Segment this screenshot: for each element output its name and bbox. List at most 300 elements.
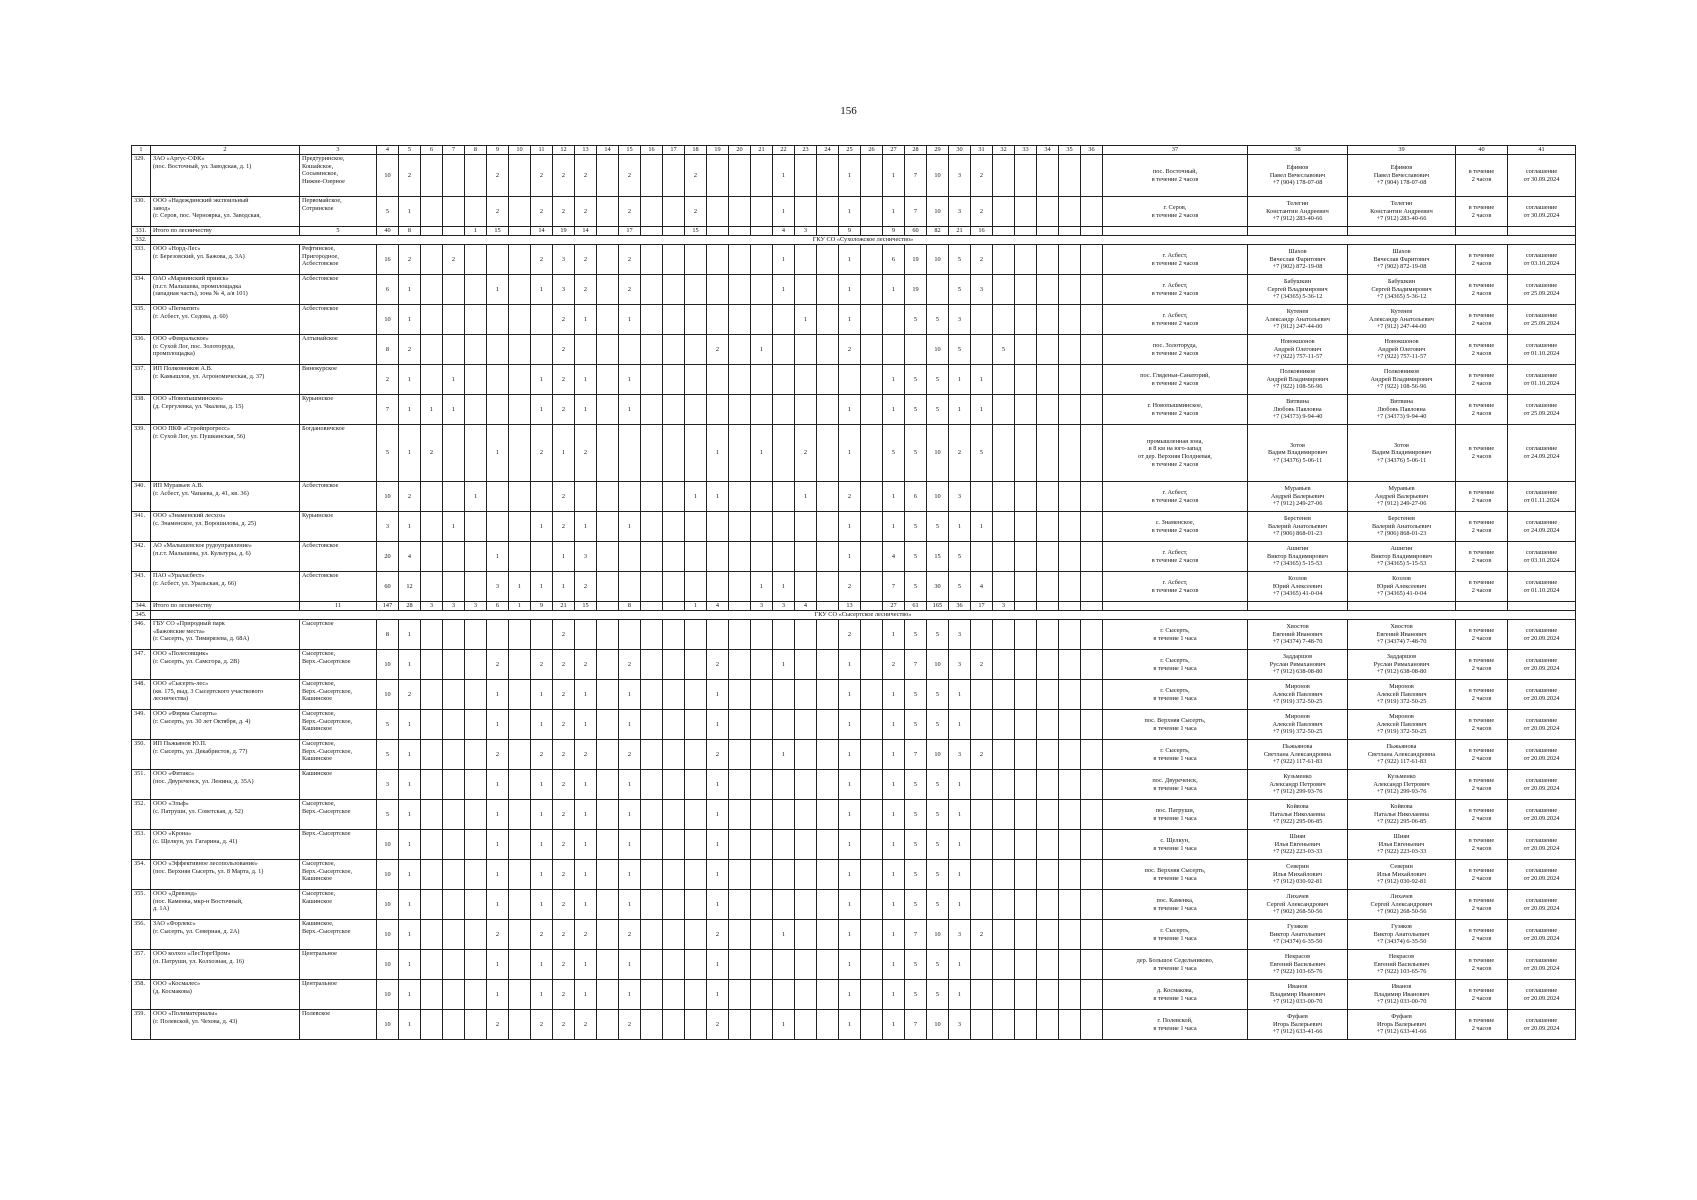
responsible-person-line: Койвова xyxy=(1286,803,1309,811)
deployment-location xyxy=(1103,860,1248,890)
resource-count xyxy=(1015,800,1037,830)
contact-person-line: Гузяков xyxy=(1391,923,1412,931)
resource-count xyxy=(971,980,993,1010)
resource-count xyxy=(685,740,707,770)
row-number: 330. xyxy=(132,197,151,227)
resource-count xyxy=(1059,197,1081,227)
contact-person-line: Александр Анатольевич xyxy=(1369,315,1434,323)
resource-count xyxy=(861,800,883,830)
resource-count xyxy=(421,650,443,680)
resource-count xyxy=(421,245,443,275)
arrival-time xyxy=(1456,620,1508,650)
resource-count: 2 xyxy=(553,1010,575,1040)
contact-person xyxy=(1348,305,1456,335)
resource-count: 2 xyxy=(553,482,575,512)
resource-count: 1 xyxy=(949,950,971,980)
responsible-person xyxy=(1248,800,1348,830)
organization-name-line: (д. Космакова) xyxy=(153,987,192,995)
resource-count xyxy=(773,890,795,920)
resource-count xyxy=(663,710,685,740)
resource-count: 2 xyxy=(883,650,905,680)
resource-count: 2 xyxy=(971,650,993,680)
resource-count xyxy=(1059,860,1081,890)
agreement xyxy=(1508,155,1576,197)
resource-count xyxy=(443,542,465,572)
total-value xyxy=(1456,602,1508,611)
resource-count: 1 xyxy=(839,860,861,890)
arrival-time xyxy=(1456,980,1508,1010)
resource-count xyxy=(1037,740,1059,770)
row-number: 342. xyxy=(132,542,151,572)
total-value: 3 xyxy=(993,602,1015,611)
agreement-line: от 20.09.2024 xyxy=(1523,994,1560,1002)
resource-count xyxy=(1059,950,1081,980)
resource-count xyxy=(597,800,619,830)
total-value xyxy=(861,602,883,611)
contact-person-line: Ашигин xyxy=(1390,545,1413,553)
resource-count: 1 xyxy=(399,890,421,920)
resource-count xyxy=(729,800,751,830)
resource-count xyxy=(421,1010,443,1040)
resource-count: 1 xyxy=(399,710,421,740)
forest-district-line: Верх.-Сысертское, xyxy=(302,687,353,695)
resource-count xyxy=(773,542,795,572)
resource-count xyxy=(465,245,487,275)
contact-person-line: Фуфаев xyxy=(1391,1013,1412,1021)
deployment-location-line: в течение 1 часа xyxy=(1153,784,1197,792)
total-value xyxy=(641,602,663,611)
resource-count: 2 xyxy=(839,620,861,650)
resource-count: 5 xyxy=(905,830,927,860)
resource-count xyxy=(509,155,531,197)
arrival-time xyxy=(1456,860,1508,890)
contact-person-line: Вадим Владимирович xyxy=(1372,449,1431,457)
resource-count: 2 xyxy=(531,650,553,680)
resource-count: 1 xyxy=(399,305,421,335)
arrival-time-line: 2 часов xyxy=(1471,964,1492,972)
deployment-location xyxy=(1103,245,1248,275)
resource-count: 5 xyxy=(377,740,399,770)
responsible-person xyxy=(1248,572,1348,602)
resource-count: 1 xyxy=(883,830,905,860)
resource-count xyxy=(509,770,531,800)
contact-person xyxy=(1348,770,1456,800)
arrival-time xyxy=(1456,890,1508,920)
total-value xyxy=(707,227,729,236)
resource-count xyxy=(817,890,839,920)
resource-count xyxy=(421,620,443,650)
forest-district-line: Курьинское xyxy=(302,512,334,519)
resource-count xyxy=(883,335,905,365)
resource-count: 1 xyxy=(399,512,421,542)
total-value xyxy=(1081,602,1103,611)
resource-count xyxy=(641,425,663,482)
resource-count: 1 xyxy=(619,800,641,830)
contact-person-line: +7 (922) 103-65-76 xyxy=(1376,968,1427,976)
deployment-location-line: в течение 1 часа xyxy=(1153,1024,1197,1032)
resource-count: 1 xyxy=(465,482,487,512)
resource-count xyxy=(663,425,685,482)
resource-count xyxy=(993,275,1015,305)
deployment-location-line: с. Щелкун, xyxy=(1160,836,1190,844)
arrival-time-line: 2 часов xyxy=(1471,379,1492,387)
responsible-person-line: +7 (34373) 9-94-40 xyxy=(1272,413,1323,421)
resource-count xyxy=(663,512,685,542)
resource-count: 10 xyxy=(927,920,949,950)
resource-count: 5 xyxy=(927,512,949,542)
responsible-person-line: +7 (922) 223-03-33 xyxy=(1272,848,1323,856)
total-value xyxy=(751,227,773,236)
resource-count xyxy=(817,740,839,770)
contact-person xyxy=(1348,572,1456,602)
arrival-time-line: в течение xyxy=(1468,401,1495,409)
total-value xyxy=(1059,227,1081,236)
resource-count: 1 xyxy=(399,770,421,800)
contact-person xyxy=(1348,890,1456,920)
agreement-line: от 20.09.2024 xyxy=(1523,784,1560,792)
resource-count xyxy=(1059,482,1081,512)
resource-count xyxy=(1059,890,1081,920)
responsible-person xyxy=(1248,155,1348,197)
resource-count xyxy=(685,275,707,305)
agreement-line: соглашение xyxy=(1525,626,1558,634)
organization-name-line: (д. Сергулевка, ул. Чкалева, д. 15) xyxy=(153,402,244,410)
resource-count xyxy=(1081,890,1103,920)
resource-count: 2 xyxy=(619,155,641,197)
resource-count xyxy=(1015,740,1037,770)
resource-count: 1 xyxy=(619,710,641,740)
arrival-time-line: 2 часов xyxy=(1471,634,1492,642)
resource-count xyxy=(861,980,883,1010)
total-value: 1 xyxy=(465,227,487,236)
resource-count xyxy=(795,710,817,740)
deployment-location-line: в течение 2 часов xyxy=(1151,379,1199,387)
resource-count xyxy=(619,572,641,602)
organization-name-line: (с. Патруши, ул. Советская, д. 52) xyxy=(153,807,244,815)
resource-count xyxy=(1037,950,1059,980)
resource-count xyxy=(751,155,773,197)
forest-district-line: Верх.-Сысертское xyxy=(302,807,351,815)
forest-district-line: Кашинское xyxy=(302,725,333,733)
arrival-time-line: 2 часов xyxy=(1471,754,1492,762)
contact-person xyxy=(1348,800,1456,830)
forest-district-line: Сысертское, xyxy=(302,680,336,687)
resource-count xyxy=(443,305,465,335)
resource-count xyxy=(685,512,707,542)
resource-count xyxy=(971,482,993,512)
resource-count xyxy=(443,830,465,860)
resource-count xyxy=(421,155,443,197)
column-number: 35 xyxy=(1059,146,1081,155)
total-value: 15 xyxy=(575,602,597,611)
resource-count: 1 xyxy=(575,710,597,740)
resource-count: 2 xyxy=(575,740,597,770)
resource-count xyxy=(773,710,795,740)
organization-name-line: ООО колхоз «ЛесТоргПром» xyxy=(153,950,231,957)
contact-person-line: Наталья Николаевна xyxy=(1374,810,1429,818)
responsible-person-line: Сергей Александрович xyxy=(1266,900,1329,908)
column-number: 25 xyxy=(839,146,861,155)
resource-count: 1 xyxy=(773,572,795,602)
total-value: 1 xyxy=(509,602,531,611)
agreement-line: от 20.09.2024 xyxy=(1523,634,1560,642)
resource-count xyxy=(1081,920,1103,950)
responsible-person xyxy=(1248,890,1348,920)
resource-count: 2 xyxy=(553,305,575,335)
contact-person-line: Владимир Иванович xyxy=(1373,990,1430,998)
resource-count: 1 xyxy=(839,305,861,335)
resource-count: 5 xyxy=(377,710,399,740)
contact-person xyxy=(1348,395,1456,425)
resource-count xyxy=(641,680,663,710)
deployment-location xyxy=(1103,482,1248,512)
resource-count: 1 xyxy=(949,980,971,1010)
agreement-line: соглашение xyxy=(1525,926,1558,934)
column-number: 38 xyxy=(1248,146,1348,155)
contact-person xyxy=(1348,830,1456,860)
resource-count xyxy=(729,197,751,227)
resource-count xyxy=(443,197,465,227)
deployment-location xyxy=(1103,395,1248,425)
resource-count xyxy=(597,920,619,950)
resource-count xyxy=(993,980,1015,1010)
resource-count xyxy=(663,245,685,275)
contact-person-line: +7 (922) 223-03-33 xyxy=(1376,848,1427,856)
agreement xyxy=(1508,305,1576,335)
resource-count: 1 xyxy=(883,950,905,980)
resource-count: 2 xyxy=(443,245,465,275)
resource-count xyxy=(1059,920,1081,950)
row-number: 339. xyxy=(132,425,151,482)
deployment-location-line: г. Асбест, xyxy=(1162,488,1188,496)
resource-count xyxy=(597,890,619,920)
column-number: 37 xyxy=(1103,146,1248,155)
organization-name xyxy=(151,425,300,482)
resource-count xyxy=(421,860,443,890)
arrival-time xyxy=(1456,365,1508,395)
resource-count xyxy=(729,650,751,680)
resource-count: 2 xyxy=(531,1010,553,1040)
resource-count: 2 xyxy=(487,155,509,197)
resource-count xyxy=(861,620,883,650)
forest-district xyxy=(300,800,377,830)
organization-name-line: ООО «Полесовщик» xyxy=(153,650,209,657)
resource-count xyxy=(751,197,773,227)
total-value xyxy=(1456,227,1508,236)
resource-count xyxy=(993,365,1015,395)
resource-count: 1 xyxy=(619,890,641,920)
resource-count: 1 xyxy=(619,950,641,980)
organization-row xyxy=(132,197,1576,227)
responsible-person-line: Гузяков xyxy=(1287,923,1308,931)
resource-count xyxy=(509,830,531,860)
organization-name-line: ООО «Норд-Лес» xyxy=(153,245,201,252)
resource-count xyxy=(1059,275,1081,305)
resource-count: 2 xyxy=(487,197,509,227)
forest-district-line: Алтынайское xyxy=(302,335,338,342)
contact-person-line: Полковников xyxy=(1383,368,1420,376)
arrival-time-line: 2 часов xyxy=(1471,874,1492,882)
resource-count: 10 xyxy=(377,650,399,680)
resource-count: 1 xyxy=(399,830,421,860)
resource-count xyxy=(487,365,509,395)
resource-count xyxy=(1037,710,1059,740)
resource-count xyxy=(861,680,883,710)
forest-district-line: Нижне-Озерное xyxy=(302,177,345,185)
agreement-line: от 01.11.2024 xyxy=(1523,496,1560,504)
arrival-time-line: 2 часов xyxy=(1471,586,1492,594)
arrival-time xyxy=(1456,1010,1508,1040)
resource-count: 5 xyxy=(949,275,971,305)
resource-count: 1 xyxy=(707,710,729,740)
organization-row xyxy=(132,365,1576,395)
arrival-time xyxy=(1456,572,1508,602)
responsible-person-line: +7 (912) 249-27-06 xyxy=(1272,500,1323,508)
resource-count: 2 xyxy=(575,197,597,227)
contact-person-line: +7 (919) 372-50-25 xyxy=(1376,698,1427,706)
organization-row xyxy=(132,335,1576,365)
resource-count: 1 xyxy=(883,890,905,920)
resource-count xyxy=(443,950,465,980)
deployment-location xyxy=(1103,950,1248,980)
column-number: 32 xyxy=(993,146,1015,155)
resource-count xyxy=(751,950,773,980)
total-value: 344. xyxy=(132,602,151,611)
resource-count: 1 xyxy=(707,425,729,482)
resource-count: 2 xyxy=(575,425,597,482)
contact-person-line: Берстенев xyxy=(1387,515,1416,523)
agreement xyxy=(1508,920,1576,950)
resource-count xyxy=(641,620,663,650)
organization-name-line: (г. Березовский, ул. Бажова, д. 3А) xyxy=(153,252,245,260)
resource-count xyxy=(443,920,465,950)
arrival-time xyxy=(1456,680,1508,710)
resource-count xyxy=(597,395,619,425)
resource-count: 1 xyxy=(949,800,971,830)
deployment-location-line: г. Сысерть, xyxy=(1160,746,1190,754)
organization-name-line: лесничества) xyxy=(153,695,189,703)
resource-count xyxy=(751,650,773,680)
resource-count: 1 xyxy=(751,335,773,365)
forest-district xyxy=(300,860,377,890)
resource-count: 5 xyxy=(377,197,399,227)
resource-count: 1 xyxy=(399,620,421,650)
resource-count xyxy=(751,395,773,425)
column-number-row xyxy=(132,146,1576,155)
total-value xyxy=(1037,227,1059,236)
contact-person-line: +7 (34374) 6-35-50 xyxy=(1376,938,1427,946)
resource-count: 1 xyxy=(399,980,421,1010)
agreement xyxy=(1508,770,1576,800)
deployment-location-line: пос. Двуреченск, xyxy=(1152,776,1198,784)
column-number: 36 xyxy=(1081,146,1103,155)
arrival-time-line: в течение xyxy=(1468,311,1495,319)
row-number: 332. xyxy=(132,236,151,245)
deployment-location-line: в 8 км на юго-запад xyxy=(1148,445,1202,453)
organization-name-line: ИП Полковников А.В. xyxy=(153,365,213,372)
resource-count: 5 xyxy=(927,365,949,395)
organization-name xyxy=(151,572,300,602)
agreement-line: соглашение xyxy=(1525,281,1558,289)
resource-count xyxy=(1081,740,1103,770)
resource-count: 2 xyxy=(487,650,509,680)
resource-count: 1 xyxy=(619,830,641,860)
resource-count: 1 xyxy=(949,770,971,800)
resource-count: 1 xyxy=(971,365,993,395)
responsible-person xyxy=(1248,830,1348,860)
resource-count: 2 xyxy=(575,275,597,305)
agreement xyxy=(1508,1010,1576,1040)
organization-name xyxy=(151,710,300,740)
total-value xyxy=(817,602,839,611)
deployment-location-line: в течение 2 часов xyxy=(1151,526,1199,534)
resource-count xyxy=(795,395,817,425)
resource-count: 1 xyxy=(971,395,993,425)
organization-name xyxy=(151,650,300,680)
resource-count xyxy=(839,365,861,395)
contact-person xyxy=(1348,335,1456,365)
resource-count xyxy=(817,830,839,860)
arrival-time xyxy=(1456,800,1508,830)
arrival-time xyxy=(1456,770,1508,800)
resource-count: 1 xyxy=(399,1010,421,1040)
deployment-location-line: в течение 1 часа xyxy=(1153,934,1197,942)
organization-row xyxy=(132,395,1576,425)
organization-name-line: (г. Сухой Лог, ул. Пушкинская, 56) xyxy=(153,432,246,440)
resource-count xyxy=(729,512,751,542)
total-value: 28 xyxy=(399,602,421,611)
resource-count: 1 xyxy=(773,197,795,227)
resource-count: 2 xyxy=(971,155,993,197)
resource-count: 2 xyxy=(575,572,597,602)
resource-count: 1 xyxy=(399,920,421,950)
resource-count xyxy=(971,830,993,860)
resource-count: 2 xyxy=(707,650,729,680)
resource-count: 1 xyxy=(839,830,861,860)
deployment-location-line: с. Знаменское, xyxy=(1155,518,1195,526)
resource-count: 2 xyxy=(707,740,729,770)
contact-person xyxy=(1348,920,1456,950)
arrival-time-line: 2 часов xyxy=(1471,526,1492,534)
contact-person xyxy=(1348,512,1456,542)
resource-count xyxy=(1081,275,1103,305)
resource-count: 15 xyxy=(927,542,949,572)
resource-count xyxy=(751,512,773,542)
deployment-location-line: в течение 2 часов xyxy=(1151,259,1199,267)
resource-count xyxy=(465,197,487,227)
resource-count xyxy=(465,710,487,740)
resource-count xyxy=(751,620,773,650)
contact-person-line: +7 (922) 757-11-57 xyxy=(1376,353,1427,361)
agreement-line: от 30.09.2024 xyxy=(1523,211,1560,219)
responsible-person-line: Лихачев xyxy=(1286,893,1309,901)
column-number: 27 xyxy=(883,146,905,155)
resource-count xyxy=(729,542,751,572)
resource-count xyxy=(1059,542,1081,572)
resource-count: 1 xyxy=(751,425,773,482)
organization-name-line: (г. Сысерть, ул. Северная, д. 2А) xyxy=(153,927,240,935)
resource-count: 2 xyxy=(487,1010,509,1040)
resource-count: 1 xyxy=(883,395,905,425)
total-value: 9 xyxy=(883,227,905,236)
total-value xyxy=(1348,227,1456,236)
row-number: 358. xyxy=(132,980,151,1010)
deployment-location xyxy=(1103,680,1248,710)
resource-count xyxy=(795,920,817,950)
agreement xyxy=(1508,950,1576,980)
resource-count xyxy=(1037,1010,1059,1040)
total-row xyxy=(132,602,1576,611)
